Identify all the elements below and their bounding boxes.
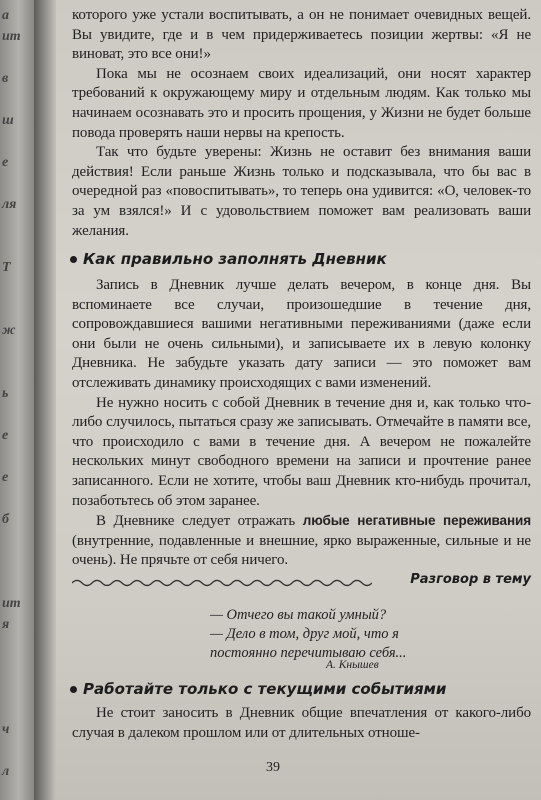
left-page-fragment: ит [2, 596, 21, 611]
rubric-title: Разговор в тему [410, 572, 531, 587]
text-block-bottom [72, 704, 531, 743]
left-page-fragment: ч [2, 722, 10, 737]
bullet-icon [70, 256, 77, 263]
epigraph-quote [210, 606, 430, 663]
left-page-fragment: ж [2, 323, 16, 338]
left-page-fragment: ь [2, 386, 9, 401]
paragraph: Так что будьте уверены: Жизнь не оставит без внимания ваши действия! Если раньше Жизнь только и подсказывала, что бы вас в очередной раз «повоспитывать», то теперь она удивится: «О, человек-то за ум взялся!» И с удовольствием поможет вам реализовать ваши желания. [72, 144, 531, 239]
left-page-fragment: ш [2, 113, 14, 128]
quote-line: — Отчего вы такой умный? [210, 607, 387, 623]
text-block-top [72, 6, 531, 241]
left-page-fragment: б [2, 512, 9, 527]
paragraph: Не стоит заносить в Дневник общие впечатления от какого-либо случая в далеком прошлом или от длительных отноше- [72, 705, 531, 741]
bold-emphasis: любые негативные переживания [302, 513, 531, 529]
left-page-fragment: е [2, 155, 9, 170]
section-heading [70, 680, 446, 698]
left-page-fragment: ля [2, 197, 17, 212]
left-page-fragment: я [2, 617, 10, 632]
left-page-fragment: в [2, 71, 9, 86]
paragraph-with-bold: В Дневнике следует отражать любые негативные переживания (внутренние, подавленные и внешние, ярко выраженные, сильные и не очень). Не прячьте от себя ничего. [72, 513, 531, 569]
previous-page-edge [0, 0, 34, 800]
paragraph: Не нужно носить с собой Дневник в течение дня и, как только что-либо случилось, пытаться сразу же записывать. Отмечайте в памяти все, что происходило с вами в течение дня. А вечером не пожалейте нескольких минут свободного времени на записи и прочтение ранее записанного. Если не хотите, чтобы ваш Дневник кто-нибудь прочитал, позаботьтесь об этом заранее. [72, 394, 531, 509]
section-heading [70, 250, 387, 268]
page-number: 39 [266, 760, 280, 775]
left-page-fragment: a [2, 8, 9, 23]
section-heading-text: Как правильно заполнять Дневник [83, 250, 387, 268]
left-page-fragment: ит [2, 29, 21, 44]
left-page-fragment: Т [2, 260, 11, 275]
wavy-line-icon [72, 578, 372, 588]
left-page-fragment: л [2, 764, 10, 779]
quote-line: — Дело в том, друг мой, что я постоянно перечитываю себя... [210, 626, 407, 661]
left-page-fragment: е [2, 428, 9, 443]
paragraph: Запись в Дневник лучше делать вечером, в конце дня. Вы вспоминаете все случаи, произошедшие в течение дня, сопровождавшиеся вашими негативными переживаниями (даже если они были не очень сильными), и записываете их в левую колонку Дневника. Не забудьте указать дату записи — это поможет вам отслеживать динамику происходящих с вами изменений. [72, 277, 531, 391]
book-gutter [34, 0, 56, 800]
text-block-middle [72, 276, 531, 571]
bullet-icon [70, 686, 77, 693]
quote-author: А. Кнышев [326, 659, 379, 671]
left-page-fragment: е [2, 470, 9, 485]
section-heading-text: Работайте только с текущими событиями [83, 680, 447, 698]
paragraph: которого уже устали воспитывать, а он не понимает очевидных вещей. Вы увидите, где и в чем придерживаетесь позиции жертвы: «Я не виноват, это все они!» [72, 7, 531, 63]
rubric-row [72, 572, 535, 596]
book-page [56, 0, 541, 800]
paragraph: Пока мы не осознаем своих идеализаций, они носят характер требований к окружающему миру и отдельным людям. Как только мы начинаем осознавать это и просить прощения, у Жизни не будет больше повода проверять наши нервы на крепость. [72, 65, 531, 141]
